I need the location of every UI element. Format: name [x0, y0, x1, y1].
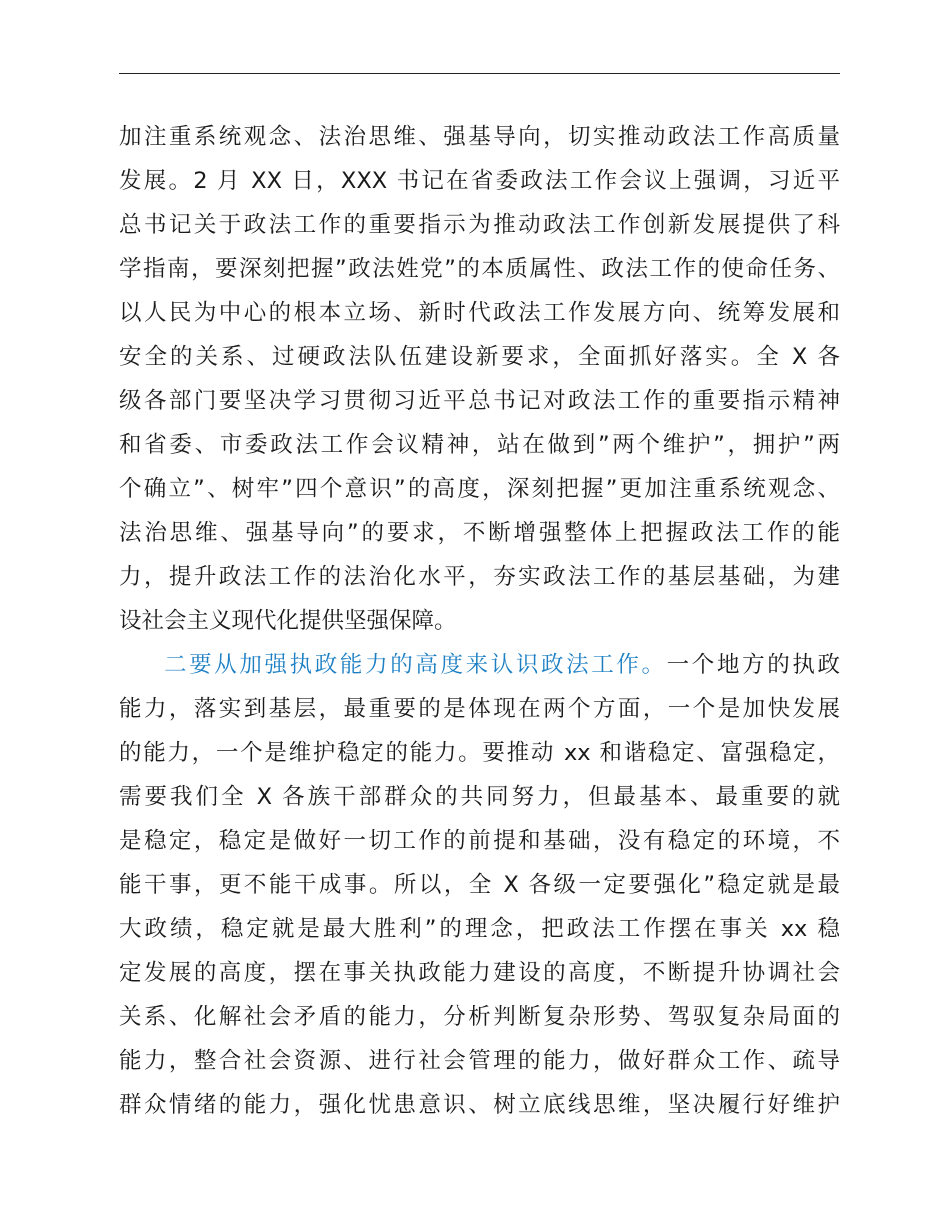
text-line: 大政绩，稳定就是最大胜利”的理念，把政法工作摆在事关 xx 稳: [119, 916, 840, 942]
text-line: 力，提升政法工作的法治化水平，夯实政法工作的基层基础，为建: [119, 564, 840, 590]
heading-line-rest: 一个地方的执政: [666, 652, 840, 678]
text-line: 安全的关系、过硬政法队伍建设新要求，全面抓好落实。全 X 各: [119, 344, 840, 370]
text-line: 个确立”、树牢”四个意识”的高度，深刻把握”更加注重系统观念、: [119, 476, 840, 502]
text-line: 和省委、市委政法工作会议精神，站在做到”两个维护”，拥护”两: [119, 432, 840, 458]
paragraph-2-first-line: [164, 643, 840, 687]
text-line: 定发展的高度，摆在事关执政能力建设的高度，不断提升协调社会: [119, 960, 840, 986]
text-line: 法治思维、强基导向”的要求，不断增强整体上把握政法工作的能: [119, 520, 840, 546]
text-line: 的能力，一个是维护稳定的能力。要推动 xx 和谐稳定、富强稳定，: [119, 740, 840, 766]
section-heading: 二要从加强执政能力的高度来认识政法工作。: [164, 652, 667, 678]
text-line: 以人民为中心的根本立场、新时代政法工作发展方向、统筹发展和: [119, 300, 840, 326]
text-line: 群众情绪的能力，强化忧患意识、树立底线思维，坚决履行好维护: [119, 1092, 840, 1118]
text-line: 设社会主义现代化提供坚强保障。: [119, 608, 457, 634]
text-line: 能力，落实到基层，最重要的是体现在两个方面，一个是加快发展: [119, 696, 840, 722]
text-line: 加注重系统观念、法治思维、强基导向，切实推动政法工作高质量: [119, 124, 840, 150]
text-line: 是稳定，稳定是做好一切工作的前提和基础，没有稳定的环境，不: [119, 828, 840, 854]
text-line: 能干事，更不能干成事。所以，全 X 各级一定要强化”稳定就是最: [119, 872, 840, 898]
header-rule: [119, 73, 840, 74]
text-line: 级各部门要坚决学习贯彻习近平总书记对政法工作的重要指示精神: [119, 388, 840, 414]
text-line: 学指南，要深刻把握”政法姓党”的本质属性、政法工作的使命任务、: [119, 256, 840, 282]
text-line: 关系、化解社会矛盾的能力，分析判断复杂形势、驾驭复杂局面的: [119, 1004, 840, 1030]
text-line: 发展。2 月 XX 日，XXX 书记在省委政法工作会议上强调，习近平: [119, 168, 840, 194]
text-line: 能力，整合社会资源、进行社会管理的能力，做好群众工作、疏导: [119, 1048, 840, 1074]
text-line: 需要我们全 X 各族干部群众的共同努力，但最基本、最重要的就: [119, 784, 840, 810]
text-line: 总书记关于政法工作的重要指示为推动政法工作创新发展提供了科: [119, 212, 840, 238]
